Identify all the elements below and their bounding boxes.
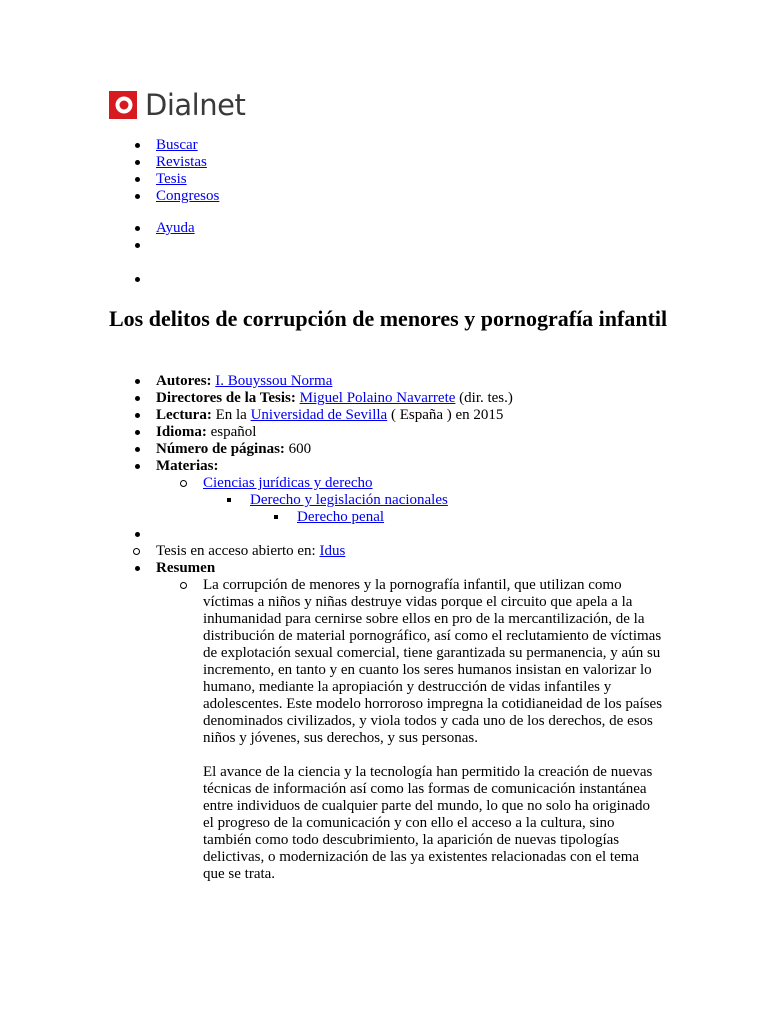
meta-open-access-wrap — [109, 543, 669, 560]
subject-link-derecho-penal[interactable]: Derecho penal — [297, 509, 385, 525]
nav-link-buscar[interactable]: Buscar — [156, 137, 198, 153]
subject-level-2 — [203, 492, 669, 526]
meta-open-access — [109, 543, 669, 560]
nav-item-empty — [109, 237, 669, 254]
nav-link-congresos[interactable]: Congresos — [156, 188, 220, 204]
dialnet-logo-icon — [109, 91, 137, 119]
open-access-label: Tesis en acceso abierto en: — [156, 543, 316, 559]
meta-empty-item — [109, 526, 669, 543]
open-access-list — [109, 543, 669, 560]
meta-pages-label: Número de páginas: — [156, 441, 285, 457]
meta-reading-prefix: En la — [215, 407, 247, 423]
nav-item-ayuda — [109, 220, 669, 237]
university-link[interactable]: Universidad de Sevilla — [250, 407, 388, 423]
nav-item-empty — [109, 271, 669, 288]
abstract-list — [156, 577, 669, 883]
abstract-paragraph: El avance de la ciencia y la tecnología han permitido la creación de nuevas técnicas de información así como las formas de comunicación instantánea entre individuos de cualquier parte del mundo, lo que no solo ha originado el progreso de la comunicación y con ello el acceso a la cultura, sino también como todo descubrimiento, la aparición de nuevas tipologías delictivas, o modernización de las ya existentes relacionadas con el tema que se trata. — [203, 764, 653, 882]
director-link[interactable]: Miguel Polaino Navarrete — [299, 390, 456, 406]
thesis-metadata — [109, 373, 669, 883]
subject-link-derecho-legislacion[interactable]: Derecho y legislación nacionales — [250, 492, 448, 508]
subjects-subsublist — [250, 509, 669, 526]
secondary-nav — [109, 220, 669, 288]
nav-item-buscar — [109, 137, 669, 154]
meta-language-label: Idioma: — [156, 424, 207, 440]
dialnet-logo[interactable] — [109, 89, 245, 121]
meta-reading — [109, 407, 669, 424]
meta-authors — [109, 373, 669, 390]
meta-directors-label: Directores de la Tesis: — [156, 390, 296, 406]
meta-directors — [109, 390, 669, 407]
nav-item-congresos — [109, 188, 669, 205]
meta-subjects — [109, 458, 669, 526]
meta-abstract — [109, 560, 669, 883]
thesis-title: Los delitos de corrupción de menores y pornografía infantil — [109, 306, 668, 331]
abstract-label: Resumen — [156, 560, 216, 576]
dialnet-logo-text: Dialnet — [145, 88, 246, 122]
meta-reading-label: Lectura: — [156, 407, 212, 423]
nav-item-tesis — [109, 171, 669, 188]
subject-level-3 — [250, 509, 669, 526]
subject-level-1 — [156, 475, 669, 526]
primary-nav — [109, 137, 669, 205]
idus-link[interactable]: Idus — [319, 543, 346, 559]
meta-pages-value: 600 — [288, 441, 312, 457]
meta-authors-label: Autores: — [156, 373, 212, 389]
meta-subjects-label: Materias: — [156, 458, 219, 474]
nav-item-revistas — [109, 154, 669, 171]
meta-language — [109, 424, 669, 441]
subject-link-ciencias-juridicas[interactable]: Ciencias jurídicas y derecho — [203, 475, 373, 491]
abstract-body — [156, 577, 669, 883]
nav-link-ayuda[interactable]: Ayuda — [156, 220, 195, 236]
director-role: (dir. tes.) — [459, 390, 513, 406]
nav-link-tesis[interactable]: Tesis — [156, 171, 187, 187]
meta-language-value: español — [210, 424, 257, 440]
abstract-paragraph: La corrupción de menores y la pornografía infantil, que utilizan como víctimas a niños y niñas destruye vidas porque el circuito que apela a la inhumanidad para cernirse sobre ellos en pro de la mercantilización, de la distribución de material pornográfico, así como el reclutamiento de víctimas de explotación sexual comercial, tiene garantizada su permanencia, y aún su incremento, en tanto y en cuanto los seres humanos insistan en valorizar lo humano, mediante la apropiación y destrucción de vidas infantiles y adolescentes. Este modelo horroroso impregna la cotidianeidad de los países denominados civilizados, y viola todos y cada uno de los derechos, de esos niños y jóvenes, sus derechos, y sus personas. — [203, 577, 663, 746]
meta-pages — [109, 441, 669, 458]
author-link[interactable]: I. Bouyssou Norma — [215, 373, 333, 389]
subjects-sublist — [203, 492, 669, 526]
nav-link-revistas[interactable]: Revistas — [156, 154, 207, 170]
subjects-list — [156, 475, 669, 526]
meta-reading-suffix: ( España ) en 2015 — [390, 407, 504, 423]
